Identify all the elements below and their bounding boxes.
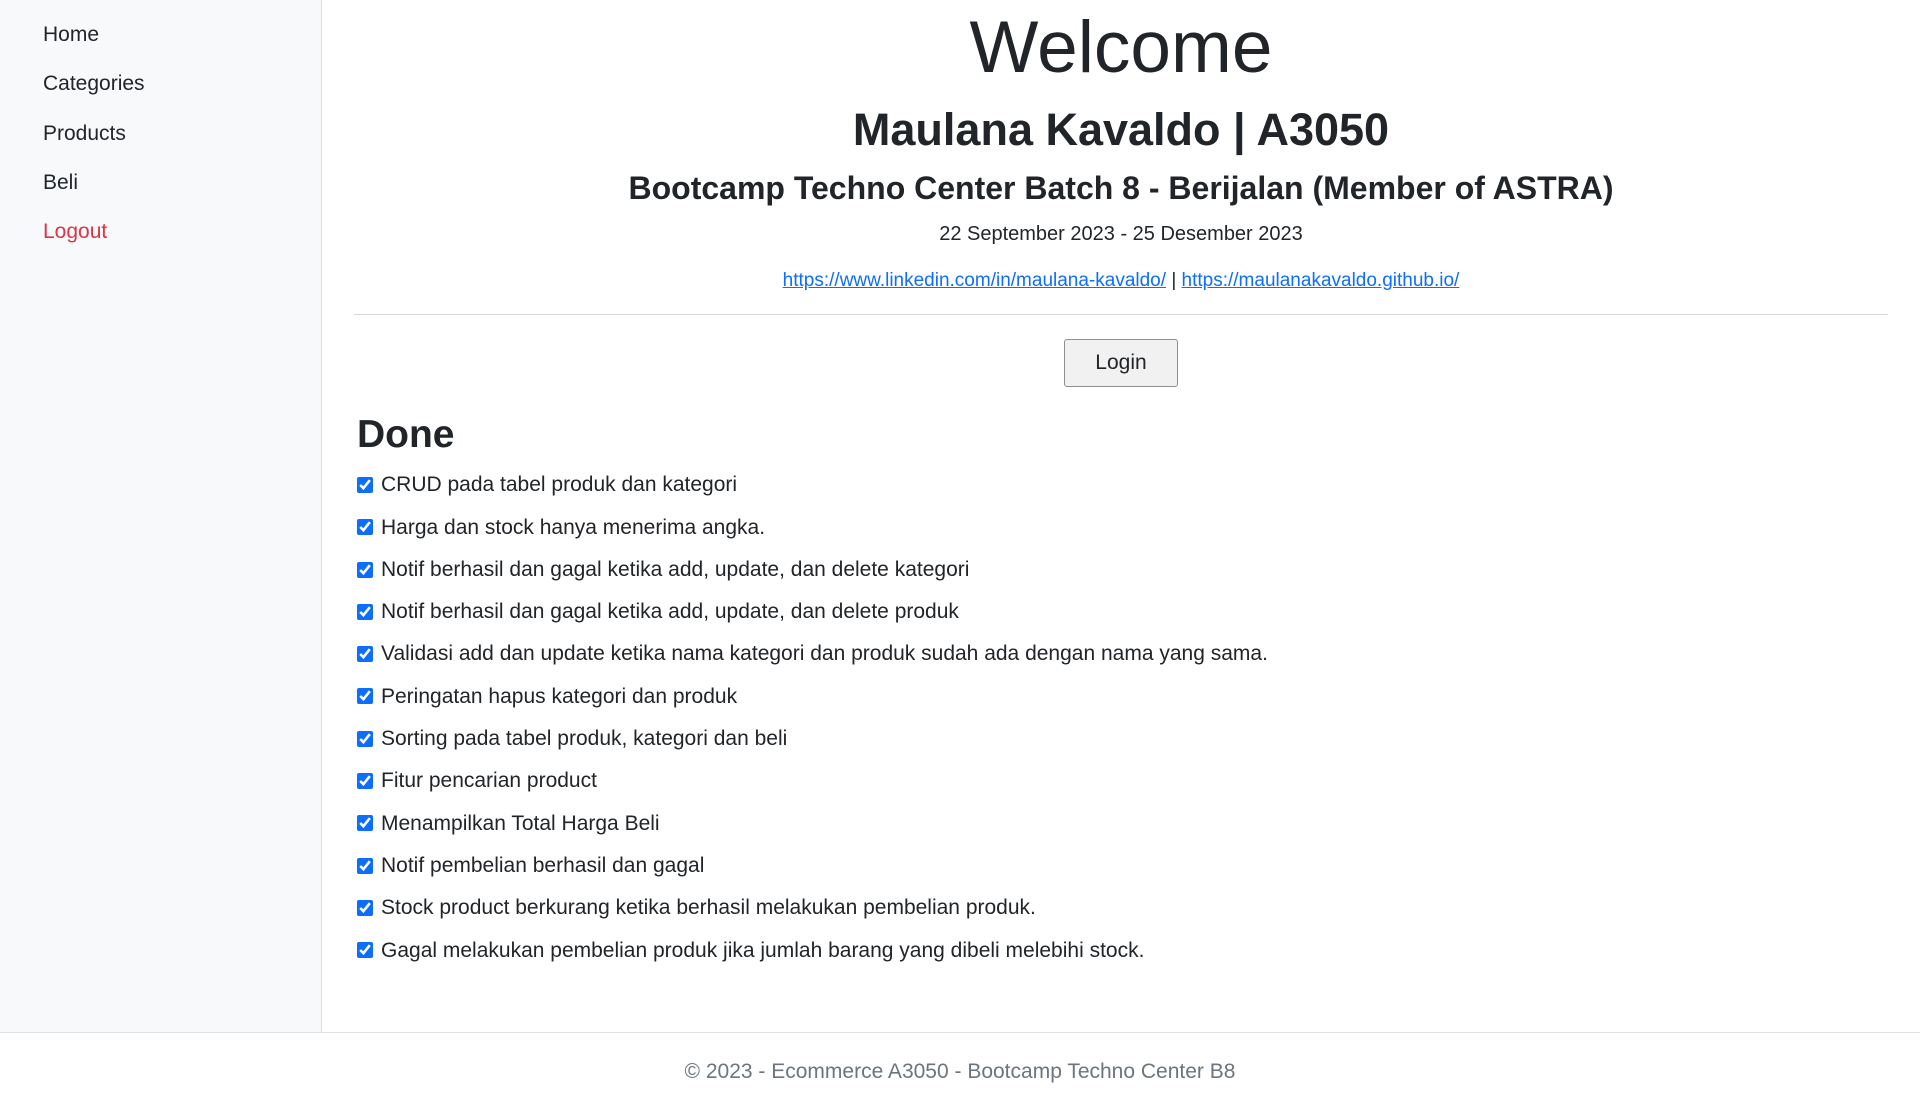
done-item-label: Notif pembelian berhasil dan gagal [381,853,705,877]
done-checkbox[interactable] [357,815,373,831]
list-item [357,810,1920,837]
list-item [357,640,1920,667]
github-link[interactable]: https://maulanakavaldo.github.io/ [1181,270,1460,292]
program-dates: 22 September 2023 - 25 Desember 2023 [939,223,1303,246]
list-item [357,725,1920,752]
list-item [357,852,1920,879]
done-item-label: Fitur pencarian product [381,769,597,793]
sidebar-item-products[interactable]: Products [43,121,126,145]
done-checkbox[interactable] [357,646,373,662]
login-button[interactable]: Login [1064,339,1177,387]
divider [354,314,1888,315]
list-item [357,471,1920,498]
done-checklist [322,471,1920,964]
done-checkbox[interactable] [357,731,373,747]
list-item [357,683,1920,710]
done-item-label: Notif berhasil dan gagal ketika add, update, dan delete kategori [381,557,970,581]
page-title: Welcome [969,7,1273,88]
done-checkbox[interactable] [357,858,373,874]
done-item-label: Stock product berkurang ketika berhasil melakukan pembelian produk. [381,896,1036,920]
done-checkbox[interactable] [357,477,373,493]
done-checkbox[interactable] [357,900,373,916]
list-item [357,556,1920,583]
sidebar-item-categories[interactable]: Categories [43,72,145,96]
done-item-label: Harga dan stock hanya menerima angka. [381,515,766,539]
student-name-heading: Maulana Kavaldo | A3050 [852,104,1390,156]
list-item [357,598,1920,625]
program-heading: Bootcamp Techno Center Batch 8 - Berijalan (Member of ASTRA) [628,170,1614,207]
login-button-wrapper [322,339,1920,387]
list-item [357,767,1920,794]
profile-links [322,270,1920,292]
done-checkbox[interactable] [357,942,373,958]
footer-text: © 2023 - Ecommerce A3050 - Bootcamp Techno Center B8 [684,1060,1236,1083]
done-checkbox[interactable] [357,604,373,620]
done-item-label: Gagal melakukan pembelian produk jika jumlah barang yang dibeli melebihi stock. [381,938,1145,962]
sidebar-nav-list [0,10,321,256]
linkedin-link[interactable]: https://www.linkedin.com/in/maulana-kavaldo/ [782,270,1167,292]
done-checkbox[interactable] [357,562,373,578]
done-item-label: Validasi add dan update ketika nama kategori dan produk sudah ada dengan nama yang sama. [381,642,1268,666]
sidebar-item-home[interactable]: Home [43,23,100,46]
done-item-label: Menampilkan Total Harga Beli [381,811,660,835]
done-item-label: CRUD pada tabel produk dan kategori [381,473,738,497]
done-checkbox[interactable] [357,773,373,789]
done-checkbox[interactable] [357,519,373,535]
done-item-label: Peringatan hapus kategori dan produk [381,684,738,708]
list-item [357,514,1920,541]
sidebar-item-logout[interactable]: Logout [43,220,108,244]
list-item [357,894,1920,921]
main-content [322,0,1920,1032]
sidebar [0,0,322,1032]
done-item-label: Sorting pada tabel produk, kategori dan beli [381,727,788,751]
done-section-title: Done [357,413,455,457]
sidebar-item-beli[interactable]: Beli [43,170,79,194]
footer [0,1032,1920,1111]
done-checkbox[interactable] [357,688,373,704]
link-separator: | [1171,270,1177,292]
list-item [357,937,1920,964]
done-item-label: Notif berhasil dan gagal ketika add, update, dan delete produk [381,600,959,624]
